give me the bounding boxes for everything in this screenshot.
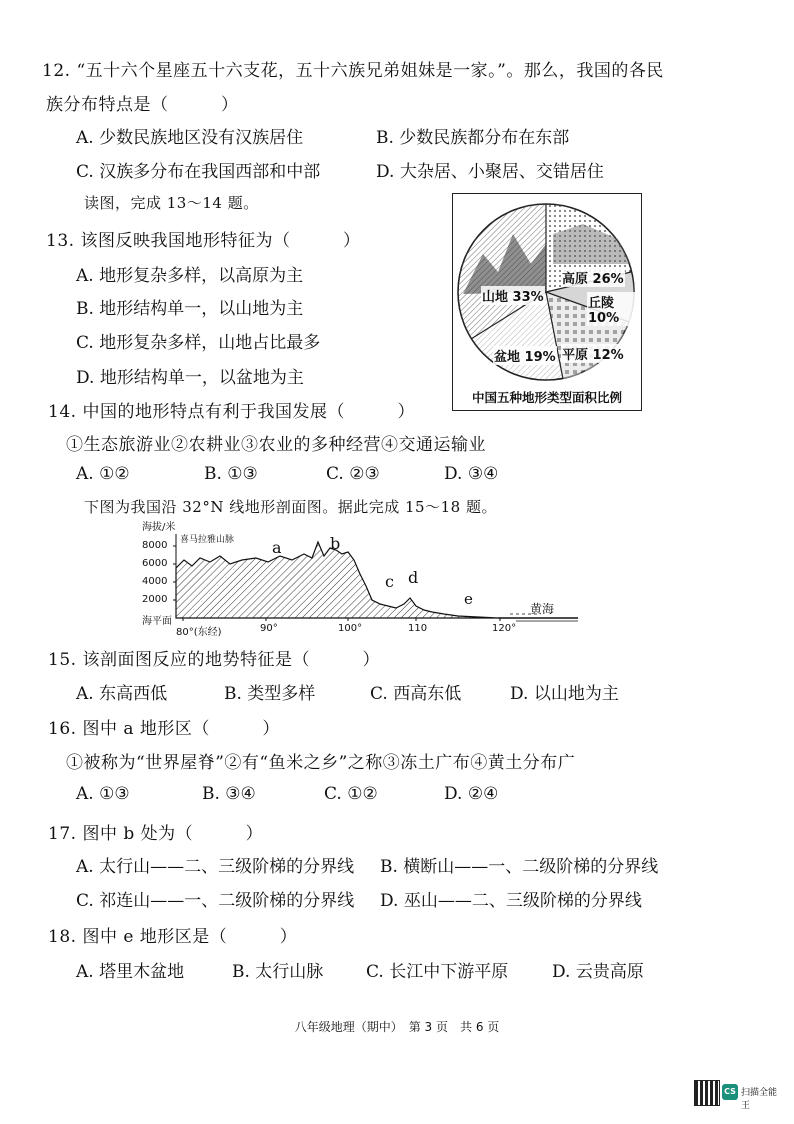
q15-option-d: D. 以山地为主 [510,684,619,704]
profile-y-tick-sea-level: 海平面 [142,616,172,627]
scanner-watermark [694,1080,784,1111]
q12-stem-line1: 12. “五十六个星座五十六支花，五十六族兄弟姐妹是一家。”。那么，我国的各民 [42,61,664,81]
scanner-name: 扫描全能王 [741,1088,778,1111]
q12-option-d: D. 大杂居、小聚居、交错居住 [376,162,604,182]
pie-label-plateau: 高原 26% [561,268,625,287]
q14-option-d: D. ③④ [444,464,499,484]
q18-stem: 18. 图中 e 地形区是（ ） [48,927,298,947]
q12-stem-line2: 族分布特点是（ ） [46,95,239,115]
q17-stem: 17. 图中 b 处为（ ） [48,824,264,844]
q17-option-b: B. 横断山——一、二级阶梯的分界线 [380,857,659,877]
q13-option-a: A. 地形复杂多样，以高原为主 [76,266,304,286]
profile-x-tick-90: 90° [260,623,278,634]
q15-option-b: B. 类型多样 [224,684,316,704]
profile-y-tick-4000: 4000 [142,576,168,587]
q14-option-a: A. ①② [76,464,130,484]
q16-option-b: B. ③④ [202,784,256,804]
q16-option-c: C. ①② [324,784,378,804]
profile-x-tick-110: 110 [408,623,428,634]
q14-option-c: C. ②③ [326,464,380,484]
intro-15-18: 下图为我国沿 32°N 线地形剖面图。据此完成 15～18 题。 [84,498,497,516]
q12-option-b: B. 少数民族都分布在东部 [376,128,570,148]
q15-option-a: A. 东高西低 [76,684,168,704]
profile-y-tick-8000: 8000 [142,540,168,551]
q17-option-a: A. 太行山——二、三级阶梯的分界线 [76,857,355,877]
q12-option-c: C. 汉族多分布在我国西部和中部 [76,162,321,182]
terrain-profile-figure [138,520,578,636]
q14-stem: 14. 中国的地形特点有利于我国发展（ ） [48,402,415,422]
q18-option-a: A. 塔里木盆地 [76,962,185,982]
profile-mountain-label: 喜马拉雅山脉 [180,535,235,545]
q16-stem: 16. 图中 a 地形区（ ） [48,719,280,739]
profile-point-d: d [408,568,419,587]
pie-label-mountain: 山地 33% [481,286,545,305]
profile-y-tick-2000: 2000 [142,594,168,605]
page-footer: 八年级地理（期中） 第 3 页 共 6 页 [294,1020,500,1034]
pie-caption: 中国五种地形类型面积比例 [471,390,622,405]
pie-label-hills: 丘陵 10% [587,292,641,326]
q18-option-d: D. 云贵高原 [552,962,644,982]
q13-option-d: D. 地形结构单一，以盆地为主 [76,368,304,388]
profile-x-tick-120: 120° [492,623,517,634]
q14-option-b: B. ①③ [204,464,258,484]
q15-stem: 15. 该剖面图反应的地势特征是（ ） [48,650,380,670]
q17-option-d: D. 巫山——二、三级阶梯的分界线 [380,891,642,911]
q13-option-b: B. 地形结构单一，以山地为主 [76,299,304,319]
profile-point-c: c [385,572,394,591]
pie-label-basin: 盆地 19% [493,346,557,365]
profile-point-a: a [272,538,282,557]
qr-code-icon [694,1080,720,1106]
q18-option-b: B. 太行山脉 [232,962,324,982]
profile-x-tick-80: 80°(东经) [176,627,222,638]
q17-option-c: C. 祁连山——一、二级阶梯的分界线 [76,891,355,911]
pie-label-plain: 平原 12% [561,344,625,363]
q13-stem: 13. 该图反映我国地形特征为（ ） [46,231,361,251]
q12-option-a: A. 少数民族地区没有汉族居住 [76,128,304,148]
profile-point-b: b [330,534,341,553]
profile-sea-label: 黄海 [530,602,555,616]
q16-option-d: D. ②④ [444,784,499,804]
q15-option-c: C. 西高东低 [370,684,462,704]
terrain-pie-figure [452,193,642,411]
profile-x-tick-100: 100° [338,623,363,634]
q16-option-a: A. ①③ [76,784,130,804]
q18-option-c: C. 长江中下游平原 [366,962,509,982]
intro-13-14: 读图，完成 13～14 题。 [84,194,259,212]
q16-items: ①被称为“世界屋脊”②有“鱼米之乡”之称③冻土广布④黄土分布广 [66,753,576,773]
q14-items: ①生态旅游业②农耕业③农业的多种经营④交通运输业 [66,435,486,455]
profile-point-e: e [464,590,473,608]
profile-y-title: 海拔/米 [142,522,176,533]
q13-option-c: C. 地形复杂多样，山地占比最多 [76,333,321,353]
profile-y-tick-6000: 6000 [142,558,168,569]
scanner-logo-icon: CS [722,1084,738,1100]
